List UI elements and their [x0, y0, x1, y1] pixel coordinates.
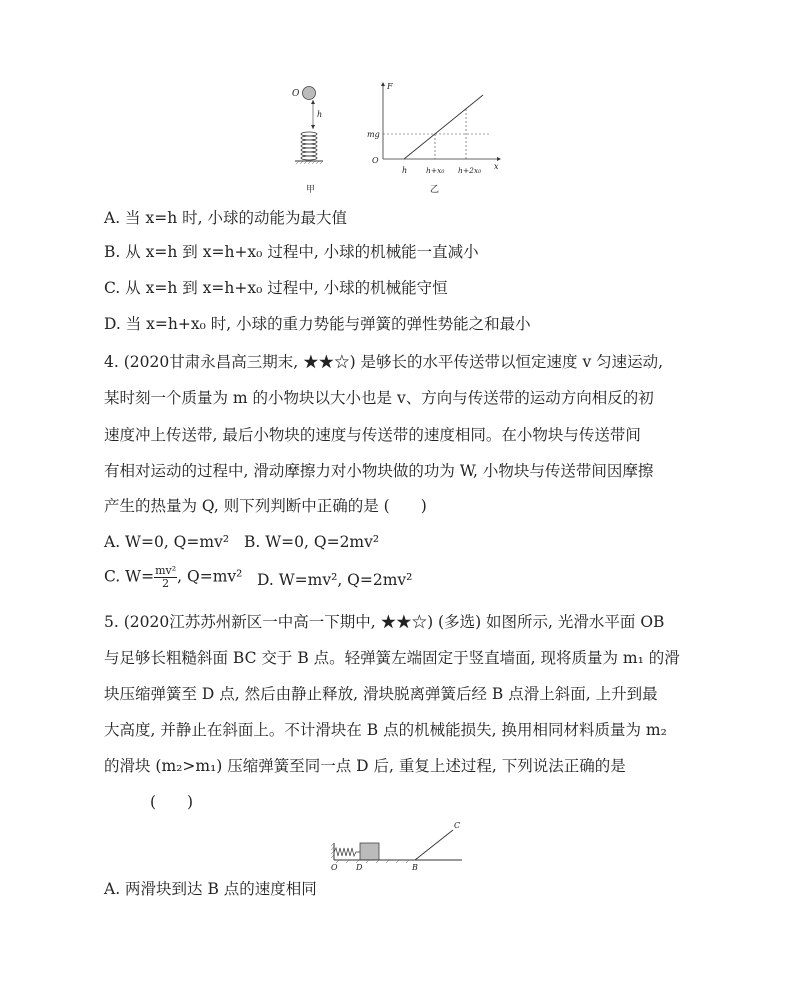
fraction-numerator: mv²: [155, 564, 177, 577]
q3-option-a: A. 当 x=h 时, 小球的动能为最大值: [104, 209, 347, 227]
q4-option-c: [104, 565, 242, 590]
q3-option-b: B. 从 x=h 到 x=h+x₀ 过程中, 小球的机械能一直减小: [104, 243, 479, 261]
q5-line-4: 大高度, 并静止在斜面上。不计滑块在 B 点的机械能损失, 换用相同材料质量为 m₂: [104, 721, 667, 739]
block-icon: [360, 843, 379, 860]
incline-figure: [326, 816, 476, 874]
q4-option-c-suffix: , Q=mv²: [177, 567, 243, 586]
ball-icon: [303, 87, 316, 100]
axis-x-label: x: [494, 162, 499, 171]
mg-label: mg: [367, 130, 380, 139]
incline: [415, 830, 453, 860]
force-line: [404, 95, 483, 159]
q5-line-5: 的滑块 (m₂>m₁) 压缩弹簧至同一点 D 后, 重复上述过程, 下列说法正确的是: [104, 757, 626, 775]
q4-line-4: 有相对运动的过程中, 滑动摩擦力对小物块做的功为 W, 小物块与传送带间因摩擦: [104, 462, 654, 480]
q4-line-1: 4. (2020甘肃永昌高三期末, ★★☆) 是够长的水平传送带以恒定速度 v 匀速运动,: [104, 353, 664, 371]
q5-answer-bracket: ( ): [150, 793, 194, 811]
tick-h: h: [402, 166, 408, 175]
q3-option-c: C. 从 x=h 到 x=h+x₀ 过程中, 小球的机械能守恒: [104, 279, 448, 297]
spring-icon: [334, 848, 360, 856]
height-label: h: [317, 110, 323, 119]
q4-line-3: 速度冲上传送带, 最后小物块的速度与传送带的速度相同。在小物块与传送带间: [104, 426, 641, 444]
q4-option-d: D. W=mv², Q=2mv²: [257, 571, 413, 589]
q4-option-a: A. W=0, Q=mv²: [104, 533, 230, 551]
caption-jia: 甲: [306, 185, 316, 195]
q5-line-3: 块压缩弹簧至 D 点, 然后由静止释放, 滑块脱离弹簧后经 B 点滑上斜面, 上升到最: [104, 685, 658, 703]
label-C: C: [454, 821, 461, 830]
label-D: D: [356, 863, 363, 872]
spring-graph-figure: [280, 80, 520, 198]
q5-option-a: A. 两滑块到达 B 点的速度相同: [104, 880, 317, 898]
spring-icon: [301, 132, 317, 160]
q5-line-2: 与足够长粗糙斜面 BC 交于 B 点。轻弹簧左端固定于竖直墙面, 现将质量为 m₁ 的滑: [104, 649, 680, 667]
q3-option-d: D. 当 x=h+x₀ 时, 小球的重力势能与弹簧的弹性势能之和最小: [104, 315, 531, 333]
origin-label: O: [372, 156, 379, 165]
q4-option-c-prefix: C. W=: [104, 567, 155, 586]
q4-option-b: B. W=0, Q=2mv²: [244, 533, 380, 551]
q4-line-2: 某时刻一个质量为 m 的小物块以大小也是 v、方向与传送带的运动方向相反的初: [104, 389, 654, 407]
tick-h-x0: h+x₀: [426, 166, 445, 175]
q5-line-1: 5. (2020江苏苏州新区一中高一下期中, ★★☆) (多选) 如图所示, 光滑水平面 OB: [104, 613, 665, 631]
label-B: B: [412, 863, 418, 872]
axis-y-label: F: [387, 82, 393, 91]
q4-option-c-fraction: [154, 565, 177, 590]
ball-label: O: [292, 89, 300, 99]
tick-h-2x0: h+2x₀: [458, 166, 482, 175]
caption-yi: 乙: [430, 185, 440, 195]
q4-line-5: 产生的热量为 Q, 则下列判断中正确的是 ( ): [104, 497, 427, 515]
label-O: O: [331, 863, 338, 872]
fraction-denominator: 2: [162, 577, 170, 590]
